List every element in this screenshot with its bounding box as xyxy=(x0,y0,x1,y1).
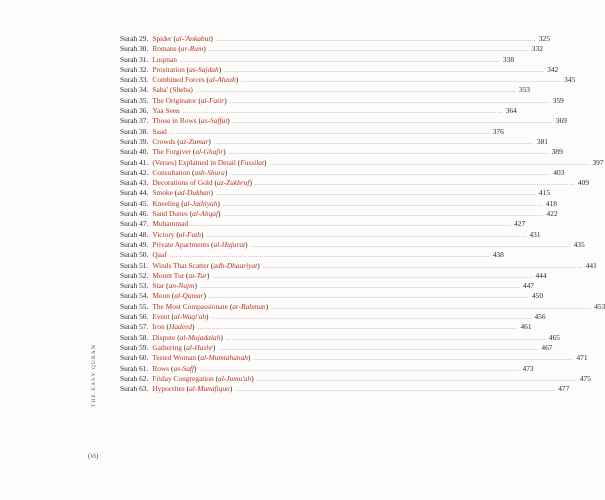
surah-title: Spider (al-'Ankabut) xyxy=(152,34,213,43)
surah-number: Surah 41. xyxy=(120,157,149,167)
transliterated-name: az-Zumar xyxy=(179,136,209,146)
page-ref: 461 xyxy=(520,322,532,332)
english-name: (Verses) Explained in Detail xyxy=(152,157,236,167)
surah-number: Surah 34. xyxy=(120,85,149,95)
surah-number: Surah 37. xyxy=(120,116,149,126)
transliterated-name: al-Jathiyah xyxy=(183,198,218,208)
dot-leader: ................................................................................................................................................................ xyxy=(256,376,577,383)
toc-entry[interactable] xyxy=(120,363,534,374)
dot-leader: ................................................................................................................................................................ xyxy=(225,335,546,342)
surah-title: Tested Woman (al-Mumtahanah) xyxy=(152,353,251,363)
surah-number: Surah 53. xyxy=(120,281,149,291)
page-ref: 403 xyxy=(553,167,565,177)
dot-leader: ................................................................................................................................................................ xyxy=(213,139,534,146)
english-name: Smoke xyxy=(152,188,173,198)
english-name: Gathering xyxy=(152,342,182,352)
english-name: Crowds xyxy=(152,136,176,146)
english-name: Private Apartments xyxy=(152,239,210,249)
page-ref: 447 xyxy=(522,281,534,291)
surah-number: Surah 50. xyxy=(120,250,149,260)
surah-number: Surah 59. xyxy=(120,342,149,352)
surah-number: Surah 60. xyxy=(120,353,149,363)
surah-number: Surah 44. xyxy=(120,188,149,198)
surah-title: Rows (as-Saff) xyxy=(152,363,197,373)
english-name: Tested Woman xyxy=(152,353,197,363)
english-name: The Most Compassionate xyxy=(152,301,228,311)
page-ref: 369 xyxy=(555,116,567,126)
toc-entry[interactable] xyxy=(120,291,544,301)
dot-leader: ................................................................................................................................................................ xyxy=(222,201,543,208)
surah-title: Prostration (as-Sajdah) xyxy=(152,64,222,74)
english-name: Muhammad xyxy=(152,219,189,229)
english-name: Combined Forces xyxy=(152,75,205,85)
toc-entry[interactable] xyxy=(120,239,585,250)
english-name: Moon xyxy=(152,291,171,301)
surah-title: Private Apartments (al-Hujurat) xyxy=(152,239,248,249)
transliterated-name: al-Munafiqun xyxy=(189,384,230,394)
dot-leader: ................................................................................................................................................................ xyxy=(218,345,539,352)
surah-title: Friday Congregation (al-Jumu'ah) xyxy=(152,373,254,383)
dot-leader: ................................................................................................................................................................ xyxy=(169,253,490,260)
toc-entry[interactable] xyxy=(120,373,591,384)
transliterated-name: al-Qamar xyxy=(174,291,204,301)
english-name: Spider xyxy=(152,34,172,43)
english-name: Star xyxy=(152,281,165,291)
page-ref: 409 xyxy=(577,178,590,188)
dot-leader: ................................................................................................................................................................ xyxy=(208,294,529,301)
dot-leader: ................................................................................................................................................................ xyxy=(241,78,562,85)
surah-title: The Originator (al-Fatir) xyxy=(152,95,227,105)
surah-title xyxy=(152,55,177,65)
toc-entry[interactable] xyxy=(120,270,547,281)
surah-number: Surah 35. xyxy=(120,95,149,105)
toc-entry[interactable] xyxy=(120,54,515,65)
page-ref: 477 xyxy=(558,384,570,394)
page-ref: 359 xyxy=(552,95,564,105)
page-ref: 456 xyxy=(534,312,546,322)
page-ref: 475 xyxy=(579,373,591,383)
toc-entry[interactable] xyxy=(120,126,504,137)
surah-title: Sand Dunes (al-Ahqaf) xyxy=(152,209,221,219)
surah-number: Surah 52. xyxy=(120,270,149,280)
transliterated-name: an-Najm xyxy=(168,281,195,291)
page-number: (vi) xyxy=(88,452,99,460)
surah-number: Surah 63. xyxy=(120,384,149,394)
dot-leader: ................................................................................................................................................................ xyxy=(215,37,536,43)
english-name: Victory xyxy=(152,229,175,239)
surah-number: Surah 43. xyxy=(120,178,149,188)
toc-entry[interactable] xyxy=(120,209,558,219)
surah-number: Surah 39. xyxy=(120,136,149,146)
transliterated-name: az-Zukhruf xyxy=(217,178,250,188)
transliterated-name: at-Tur xyxy=(188,270,207,280)
english-name: Dispute xyxy=(152,332,176,342)
transliterated-name: ad-Dukhan xyxy=(177,188,211,198)
toc-entry[interactable] xyxy=(120,281,534,291)
surah-title: Hypocrites (al-Munafiqun) xyxy=(152,384,233,394)
running-head: THE EASY QURAN xyxy=(91,344,97,408)
toc-entry[interactable] xyxy=(120,34,550,44)
surah-number: Surah 46. xyxy=(120,209,149,219)
english-name: Prostration xyxy=(152,64,185,74)
toc-entry[interactable] xyxy=(120,116,567,126)
page-ref: 453 xyxy=(594,301,605,311)
toc-entry[interactable] xyxy=(120,75,576,85)
dot-leader: ................................................................................................................................................................ xyxy=(206,232,527,239)
surah-number: Surah 32. xyxy=(120,64,149,74)
surah-number: Surah 48. xyxy=(120,229,149,239)
surah-number: Surah 62. xyxy=(120,373,149,383)
page-ref: 431 xyxy=(529,229,541,239)
english-name: Kneeling xyxy=(152,198,180,208)
english-name: Saad xyxy=(152,126,167,136)
toc-entry[interactable] xyxy=(120,260,597,271)
transliterated-name: ar-Rahman xyxy=(232,301,266,311)
page-ref: 338 xyxy=(502,54,515,64)
surah-number: Surah 54. xyxy=(120,291,149,301)
surah-title: Event (al-Waqi'ah) xyxy=(152,312,209,322)
toc-entry[interactable] xyxy=(120,147,563,157)
toc-entry[interactable] xyxy=(120,353,588,363)
transliterated-name: al-Ghafir xyxy=(195,147,224,157)
surah-title: Combined Forces (al-Ahzab) xyxy=(152,75,239,85)
english-name: Sand Dunes xyxy=(152,209,188,219)
transliterated-name: al-Ahzab xyxy=(209,75,236,85)
transliterated-name: al-Fath xyxy=(178,229,201,239)
surah-number: Surah 58. xyxy=(120,332,149,342)
surah-number: Surah 49. xyxy=(120,239,149,249)
dot-leader: ................................................................................................................................................................ xyxy=(230,170,551,177)
page-ref: 397 xyxy=(592,157,604,167)
transliterated-name: as-Sajdah xyxy=(189,64,219,74)
surah-number: Surah 57. xyxy=(120,322,149,332)
english-name: Luqman xyxy=(152,54,177,64)
transliterated-name: adh-Dhaariyat xyxy=(213,260,258,270)
toc-entry[interactable] xyxy=(120,95,564,106)
dot-leader: ................................................................................................................................................................ xyxy=(191,222,512,229)
english-name: Mount Tur xyxy=(152,270,185,280)
page-ref: 441 xyxy=(585,260,597,270)
dot-leader: ................................................................................................................................................................ xyxy=(271,304,592,311)
surah-number: Surah 29. xyxy=(120,34,149,43)
english-name: Winds That Scatter xyxy=(152,260,209,270)
transliterated-name: Fussilat xyxy=(240,157,265,167)
surah-number: Surah 55. xyxy=(120,301,149,311)
surah-title: (Verses) Explained in Detail (Fussilat) xyxy=(152,157,267,167)
surah-number: Surah 42. xyxy=(120,167,149,177)
transliterated-name: as-Saffat xyxy=(201,116,228,126)
english-name: The Forgiver xyxy=(152,147,192,157)
page-ref: 471 xyxy=(576,353,588,363)
transliterated-name: al-Ahqaf xyxy=(192,209,219,219)
surah-title: Kneeling (al-Jathiyah) xyxy=(152,198,220,208)
transliterated-name: al-Mujadalah xyxy=(179,332,221,342)
surah-title xyxy=(152,127,166,137)
surah-title xyxy=(152,250,166,260)
toc-entry[interactable] xyxy=(120,157,604,168)
dot-leader: ................................................................................................................................................................ xyxy=(269,160,590,167)
surah-number: Surah 51. xyxy=(120,260,149,270)
english-name: Rows xyxy=(152,363,170,373)
page-ref: 467 xyxy=(541,342,553,352)
toc-entry[interactable] xyxy=(120,342,553,353)
toc-entry[interactable] xyxy=(120,384,570,394)
surah-number: Surah 38. xyxy=(120,126,149,136)
surah-number: Surah 45. xyxy=(120,198,149,208)
surah-title: Decorations of Gold (az-Zukhruf) xyxy=(152,178,252,188)
surah-number: Surah 40. xyxy=(120,147,149,157)
surah-title: Victory (al-Fath) xyxy=(152,229,204,239)
surah-title: Romans (ar-Rum) xyxy=(152,44,206,54)
page-ref: 332 xyxy=(531,44,543,54)
english-name: Friday Congregation xyxy=(152,373,214,383)
dot-leader: ................................................................................................................................................................ xyxy=(212,273,533,280)
toc-entry[interactable] xyxy=(120,64,559,75)
surah-number: Surah 36. xyxy=(120,106,149,116)
dot-leader: ................................................................................................................................................................ xyxy=(195,88,516,95)
surah-title: Consultation (ash-Shura) xyxy=(152,167,228,177)
dot-leader: ................................................................................................................................................................ xyxy=(250,242,571,249)
surah-number: Surah 30. xyxy=(120,44,149,54)
english-name: Romans xyxy=(152,44,177,54)
dot-leader: ................................................................................................................................................................ xyxy=(215,191,536,198)
english-name: Event xyxy=(152,312,170,322)
surah-number: Surah 56. xyxy=(120,312,149,322)
dot-leader: ................................................................................................................................................................ xyxy=(253,356,574,363)
dot-leader: ................................................................................................................................................................ xyxy=(228,150,549,157)
page-ref: 444 xyxy=(535,270,547,280)
surah-title: Gathering (al-Hashr) xyxy=(152,342,216,352)
english-name: Consultation xyxy=(152,167,191,177)
surah-number: Surah 47. xyxy=(120,219,149,229)
dot-leader: ................................................................................................................................................................ xyxy=(223,212,544,219)
transliterated-name: al-Mumtahanah xyxy=(200,353,248,363)
surah-title xyxy=(152,85,193,95)
surah-title xyxy=(152,106,179,116)
toc-entry[interactable] xyxy=(120,188,551,198)
toc-entry[interactable] xyxy=(120,219,526,229)
dot-leader: ................................................................................................................................................................ xyxy=(211,315,532,322)
page-ref: 418 xyxy=(545,198,557,208)
surah-title: Iron (Hadeed) xyxy=(152,322,195,332)
page-ref: 422 xyxy=(546,209,558,219)
surah-title: The Forgiver (al-Ghafir) xyxy=(152,147,226,157)
page-ref: 435 xyxy=(573,239,585,249)
dot-leader: ................................................................................................................................................................ xyxy=(224,67,545,74)
english-name: Qaaf xyxy=(152,250,167,260)
dot-leader: ................................................................................................................................................................ xyxy=(199,366,520,373)
page-ref: 342 xyxy=(547,64,559,74)
surah-title: Moon (al-Qamar) xyxy=(152,291,206,301)
toc-entry[interactable] xyxy=(120,322,532,332)
english-name: Saba' (Sheba) xyxy=(152,85,193,95)
toc-entry[interactable] xyxy=(120,229,541,240)
page-ref: 415 xyxy=(538,188,551,198)
surah-title: Winds That Scatter (adh-Dhaariyat) xyxy=(152,260,260,270)
transliterated-name: as-Saff xyxy=(173,363,195,373)
toc-entry[interactable] xyxy=(120,44,543,54)
dot-leader: ................................................................................................................................................................ xyxy=(169,129,490,136)
toc-entry[interactable] xyxy=(120,312,546,322)
surah-title: Star (an-Najm) xyxy=(152,281,197,291)
english-name: Yaa Seen xyxy=(152,106,180,116)
toc-entry[interactable] xyxy=(120,301,605,312)
surah-title: Mount Tur (at-Tur) xyxy=(152,270,210,280)
surah-title: Smoke (ad-Dukhan) xyxy=(152,188,213,198)
page-ref: 450 xyxy=(531,291,544,301)
transliterated-name: al-Jumu'ah xyxy=(218,373,252,383)
toc-entry[interactable] xyxy=(120,136,548,147)
surah-number: Surah 61. xyxy=(120,363,149,373)
transliterated-name: al-Fatir xyxy=(200,95,225,105)
toc-entry[interactable] xyxy=(120,167,565,178)
transliterated-name: al-Hashr xyxy=(186,342,213,352)
transliterated-name: ash-Shura xyxy=(194,167,225,177)
dot-leader: ................................................................................................................................................................ xyxy=(199,284,520,291)
page-ref: 376 xyxy=(492,126,504,136)
page-ref: 345 xyxy=(564,75,576,85)
toc-entry[interactable] xyxy=(120,198,557,209)
english-name: Those in Rows xyxy=(152,116,197,126)
english-name: Hypocrites xyxy=(152,384,185,394)
toc-entry[interactable] xyxy=(120,250,504,260)
dot-leader: ................................................................................................................................................................ xyxy=(197,325,518,332)
dot-leader: ................................................................................................................................................................ xyxy=(254,181,575,188)
page-ref: 353 xyxy=(518,85,530,95)
english-name: The Originator xyxy=(152,95,197,105)
dot-leader: ................................................................................................................................................................ xyxy=(179,57,500,64)
page-ref: 438 xyxy=(492,250,504,260)
dot-leader: ................................................................................................................................................................ xyxy=(208,47,529,54)
dot-leader: ................................................................................................................................................................ xyxy=(232,119,553,126)
surah-title xyxy=(152,219,188,229)
english-name: Iron xyxy=(152,322,165,332)
toc-entry[interactable] xyxy=(120,106,517,116)
page-ref: 473 xyxy=(522,363,534,373)
transliterated-name: Hadeed xyxy=(168,322,192,332)
surah-number: Surah 31. xyxy=(120,54,149,64)
page-ref: 465 xyxy=(548,332,560,342)
page-ref: 381 xyxy=(536,136,548,146)
surah-number: Surah 33. xyxy=(120,75,149,85)
dot-leader: ................................................................................................................................................................ xyxy=(182,109,503,116)
table-of-contents xyxy=(120,34,605,394)
dot-leader: ................................................................................................................................................................ xyxy=(262,263,583,270)
page-ref: 427 xyxy=(514,219,526,229)
surah-title: Crowds (az-Zumar) xyxy=(152,136,211,146)
page-ref: 325 xyxy=(538,34,550,43)
transliterated-name: al-Hujurat xyxy=(213,239,246,249)
english-name: Decorations of Gold xyxy=(152,178,213,188)
toc-entry[interactable] xyxy=(120,85,530,95)
transliterated-name: al-'Ankabut xyxy=(175,34,211,43)
surah-title: The Most Compassionate (ar-Rahman) xyxy=(152,301,269,311)
dot-leader: ................................................................................................................................................................ xyxy=(229,98,550,105)
page-ref: 389 xyxy=(551,147,563,157)
surah-title: Dispute (al-Mujadalah) xyxy=(152,332,223,342)
transliterated-name: ar-Rum xyxy=(180,44,204,54)
toc-entry[interactable] xyxy=(120,332,560,343)
toc-entry[interactable] xyxy=(120,178,590,188)
dot-leader: ................................................................................................................................................................ xyxy=(235,387,556,394)
page-ref: 364 xyxy=(505,106,517,116)
surah-title: Those in Rows (as-Saffat) xyxy=(152,116,230,126)
transliterated-name: al-Waqi'ah xyxy=(173,312,207,322)
